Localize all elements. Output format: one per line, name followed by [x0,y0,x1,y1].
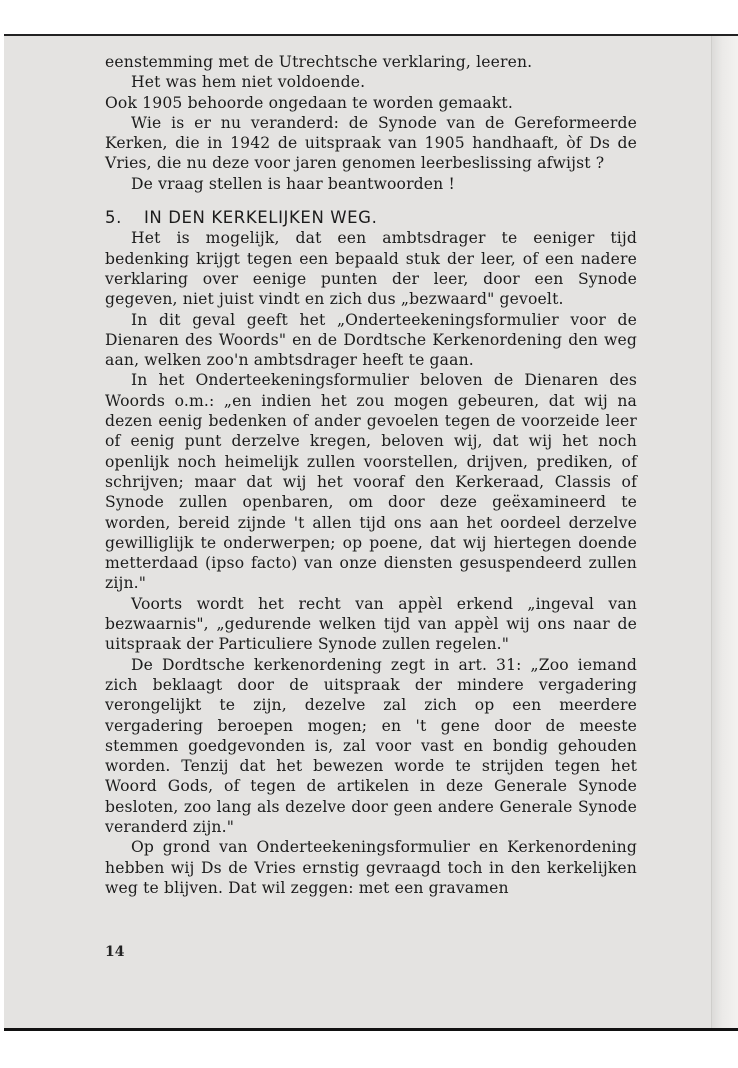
section-title: IN DEN KERKELIJKEN WEG. [143,208,378,228]
body-text [105,52,637,898]
paragraph: Het is mogelijk, dat een ambtsdrager te eeniger tijd bedenking krijgt tegen een bepaald stuk der leer, of een nadere verklaring over eenige punten der leer, door een Synode gegeven, niet juist vindt en zich dus „bezwaard" gevoelt. [105,229,637,309]
paragraph: In dit geval geeft het „Onderteekeningsformulier voor de Dienaren des Woords" en de Dordtsche Kerkenordening den weg aan, welken zoo'n ambtsdrager heeft te gaan. [105,310,637,370]
paragraph: De Dordtsche kerkenordening zegt in art. 31: „Zoo iemand zich beklaagt door de uitspraak der mindere vergadering verongelijkt te zijn, dezelve zal zich op een meerdere vergadering beroepen mogen; en 't gene door de meeste stemmen goedgevonden is, zal voor vast en bondig gehouden worden. Tenzij dat het bewezen worde te strijden tegen het Woord Gods, of tegen de artikelen in deze Generale Synode besloten, zoo lang als dezelve door geen andere Generale Synode veranderd zijn." [105,655,637,836]
paragraph: In het Onderteekeningsformulier beloven de Dienaren des Woords o.m.: „en indien het zou mogen gebeuren, dat wij na dezen eenig bedenken of ander gevoelen tegen de voorzeide leer of eenig punt derzelve kregen, beloven wij, dat wij het noch openlijk noch heimelijk zullen voorstellen, drijven, prediken, of schrijven; maar dat wij het vooraf den Kerkeraad, Classis of Synode zullen openbaren, om door deze geëxamineerd te worden, bereid zijnde 't allen tijd ons aan het oordeel derzelve gewilliglijk te onderwerpen; op poene, dat wij hiertegen doende metterdaad (ipso facto) van onze diensten gesuspendeerd zullen zijn." [105,371,637,593]
section-heading [105,208,637,228]
page-edge [711,36,738,1028]
paragraph: De vraag stellen is haar beantwoorden ! [131,174,455,193]
page-number: 14 [105,944,125,960]
paragraph: eenstemming met de Utrechtsche verklaring, leeren. [105,53,533,71]
section-number: 5. [105,208,122,228]
paragraph: Op grond van Onderteekeningsformulier en Kerkenordening hebben wij Ds de Vries ernstig gevraagd toch in den kerkelijken weg te blijven. Dat wil zeggen: met een gravamen [105,838,637,897]
paragraph: Wie is er nu veranderd: de Synode van de Gereformeerde Kerken, die in 1942 de uitspraak van 1905 handhaaft, òf Ds de Vries, die nu deze voor jaren genomen leerbeslissing afwijst ? [105,113,637,173]
paragraph: Het was hem niet voldoende. [131,73,366,92]
paragraph: Voorts wordt het recht van appèl erkend „ingeval van bezwaarnis", „gedurende welken tijd van appèl wij ons naar de uitspraak der Particuliere Synode zullen regelen." [105,594,637,654]
paragraph: Ook 1905 behoorde ongedaan te worden gemaakt. [105,93,513,112]
